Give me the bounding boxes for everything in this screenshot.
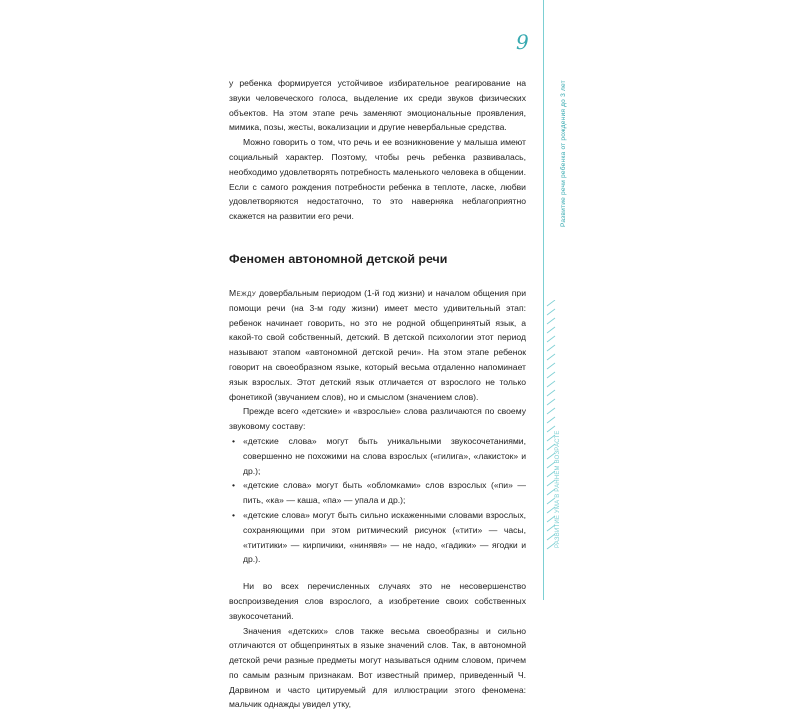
hatch-mark: [547, 327, 555, 333]
hatch-mark: [547, 453, 555, 459]
sidebar-book-title: РАЗВИТИЕ УМА В РАННЕМ ВОЗРАСТЕ: [555, 430, 561, 548]
lead-word: Между: [229, 288, 256, 298]
section-lead-paragraph: [229, 286, 526, 404]
paragraph-intro-2: Можно говорить о том, что речь и ее возникновение у малыша имеют социальный характер. Поэтому, чтобы речь ребенка развивалась, необходимо удовлетворять потребность маленького человека в общении. Если с самого рождения потребности ребенка в теплоте, ласке, любви удовлетворяются недостаточно, то это наверняка неблагоприятно скажется на развитии его речи.: [229, 135, 526, 224]
hatch-mark: [547, 363, 555, 369]
hatch-mark: [547, 300, 555, 306]
bullet-list: [229, 434, 526, 567]
list-intro: Прежде всего «детские» и «взрослые» слова различаются по своему звуковому составу:: [229, 404, 526, 434]
hatch-mark: [547, 525, 555, 531]
hatch-mark: [547, 372, 555, 378]
hatch-mark: [547, 309, 555, 315]
list-item: • «детские слова» могут быть уникальными звукосочетаниями, совершенно не похожими на слова взрослых («гилига», «лакисток» и др.);: [229, 434, 526, 478]
sidebar-rule: [543, 0, 544, 600]
paragraph-after-list-2: Значения «детских» слов также весьма своеобразны и сильно отличаются от общепринятых в языке значений слов. Так, в автономной детской речи разные предметы могут называться одним словом, причем по самым разным признакам. Вот известный пример, приведенный Ч. Дарвином и часто цитируемый для иллюстрации этого феномена: мальчик однажды увидел утку,: [229, 624, 526, 712]
paragraph-intro-1: у ребенка формируется устойчивое избирательное реагирование на звуки человеческого голоса, выделение их среди звуков физических объектов. На этом этапе речь заменяют эмоциональные проявления, мимика, позы, жесты, вокализации и другие невербальные средства.: [229, 76, 526, 135]
lead-paragraph-text: довербальным периодом (1-й год жизни) и началом общения при помощи речи (на 3-м году жизни) имеет место удивительный этап: ребенок начинает говорить, но это не родной общепринятый язык, а какой-то свой собственный, детский. В детской психологии этот период называют этапом «автономной детской речи». На этом этапе ребенок говорит на своеобразном языке, который весьма отдаленно напоминает язык взрослых. Этот детский язык отличается от взрослого не только фонетикой (звучанием слов), но и смыслом (значением слов).: [229, 288, 526, 402]
page-body: [229, 76, 526, 712]
hatch-mark: [547, 543, 555, 549]
hatch-mark: [547, 399, 555, 405]
hatch-mark: [547, 336, 555, 342]
hatch-mark: [547, 345, 555, 351]
hatch-mark: [547, 408, 555, 414]
hatch-mark: [547, 417, 555, 423]
hatch-mark: [547, 426, 555, 432]
hatch-mark: [547, 381, 555, 387]
hatch-mark: [547, 498, 555, 504]
hatch-mark: [547, 462, 555, 468]
hatch-mark: [547, 354, 555, 360]
hatch-mark: [547, 507, 555, 513]
list-item: • «детские слова» могут быть «обломками» слов взрослых («пи» — пить, «ка» — каша, «па» — упала и др.);: [229, 478, 526, 508]
hatch-mark: [547, 471, 555, 477]
sidebar-chapter-title: Развитие речи ребенка от рождения до 3 лет: [560, 80, 567, 227]
hatch-mark: [547, 489, 555, 495]
hatch-mark: [547, 516, 555, 522]
list-item: • «детские слова» могут быть сильно искаженными словами взрослых, сохраняющими при этом ритмический рисунок («тити» — часы, «тититики» — кирпичики, «нинявя» — не надо, «гадики» — ягодки и др.).: [229, 508, 526, 567]
section-heading: Феномен автономной детской речи: [229, 251, 526, 267]
page-number: 9: [516, 30, 529, 54]
hatch-mark: [547, 534, 555, 540]
paragraph-after-list-1: Ни во всех перечисленных случаях это не несовершенство воспроизведения слов взрослого, а изобретение своих собственных звукосочетаний.: [229, 579, 526, 623]
hatch-mark: [547, 480, 555, 486]
hatch-mark: [547, 444, 555, 450]
hatch-mark: [547, 435, 555, 441]
hatch-mark: [547, 318, 555, 324]
hatch-mark: [547, 390, 555, 396]
